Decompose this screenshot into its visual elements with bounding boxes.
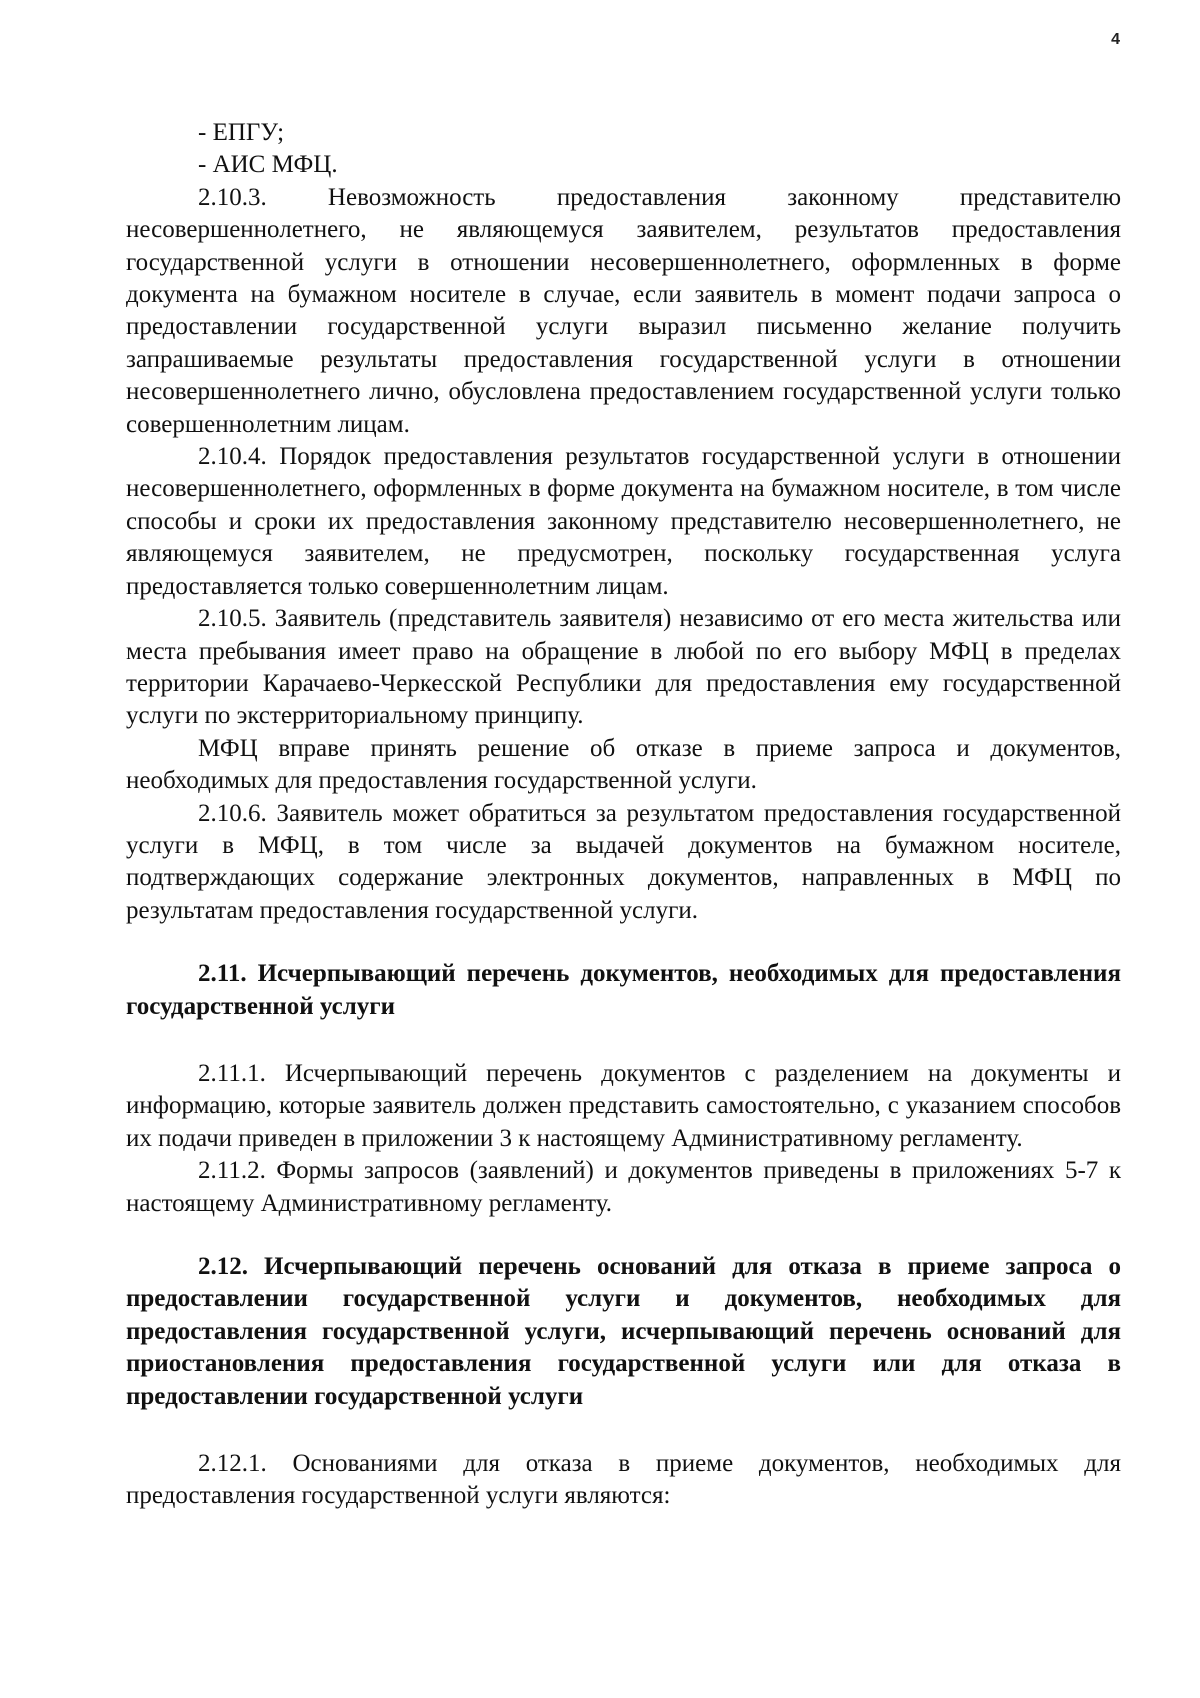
paragraph-2-12-1: 2.12.1. Основаниями для отказа в приеме документов, необходимых для предоставления государственной услуги являются: [126, 1450, 1121, 1510]
section-heading-2-12: 2.12. Исчерпывающий перечень оснований для отказа в приеме запроса о предоставлении государственной услуги и документов, необходимых для предоставления государственной услуги, исчерпывающий перечень оснований для приостановления предоставления государственной услуги или для отказа в предоставлении государственной услуги [126, 1253, 1121, 1410]
list-item-ais-mfc: - АИС МФЦ. [198, 151, 338, 179]
paragraph-2-11-2: 2.11.2. Формы запросов (заявлений) и документов приведены в приложениях 5-7 к настоящему Административному регламенту. [126, 1157, 1121, 1217]
section-spacer [126, 1023, 1121, 1058]
section-heading-2-11: 2.11. Исчерпывающий перечень документов, необходимых для предоставления государственной услуги [126, 960, 1121, 1020]
paragraph-2-10-3: 2.10.3. Невозможность предоставления законному представителю несовершеннолетнего, не являющемуся заявителем, результатов предоставления государственной услуги в отношении несовершеннолетнего, оформленных в форме документа на бумажном носителе в случае, если заявитель в момент подачи запроса о предоставлении государственной услуги выразил письменно желание получить запрашиваемые результаты предоставления государственной услуги в отношении несовершеннолетнего лично, обусловлена предоставлением государственной услуги только совершеннолетним лицам. [126, 183, 1121, 438]
paragraph-2-10-4: 2.10.4. Порядок предоставления результатов государственной услуги в отношении несовершеннолетнего, оформленных в форме документа на бумажном носителе, в том числе способы и сроки их предоставления законному представителю несовершеннолетнего, не являющемуся заявителем, не предусмотрен, поскольку государственная услуга предоставляется только совершеннолетним лицам. [126, 443, 1121, 600]
document-body [126, 117, 1121, 1513]
paragraph-2-10-5: 2.10.5. Заявитель (представитель заявителя) независимо от его места жительства или места пребывания имеет право на обращение в любой по его выбору МФЦ в пределах территории Карачаево-Черкесской Республики для предоставления ему государственной услуги по экстерриториальному принципу. [126, 605, 1121, 730]
list-item-epgu: - ЕПГУ; [198, 119, 285, 146]
section-spacer [126, 1413, 1121, 1448]
section-spacer [126, 927, 1121, 958]
paragraph-2-11-1: 2.11.1. Исчерпывающий перечень документов с разделением на документы и информацию, которые заявитель должен представить самостоятельно, с указанием способов их подачи приведен в приложении 3 к настоящему Административному регламенту. [126, 1059, 1121, 1152]
paragraph-2-10-6: 2.10.6. Заявитель может обратиться за результатом предоставления государственной услуги в МФЦ, в том числе за выдачей документов на бумажном носителе, подтверждающих содержание электронных документов, направленных в МФЦ по результатам предоставления государственной услуги. [126, 799, 1121, 924]
section-spacer [126, 1220, 1121, 1251]
page-number: 4 [1111, 31, 1120, 48]
paragraph-mfc-refusal: МФЦ вправе принять решение об отказе в приеме запроса и документов, необходимых для предоставления государственной услуги. [126, 734, 1121, 795]
